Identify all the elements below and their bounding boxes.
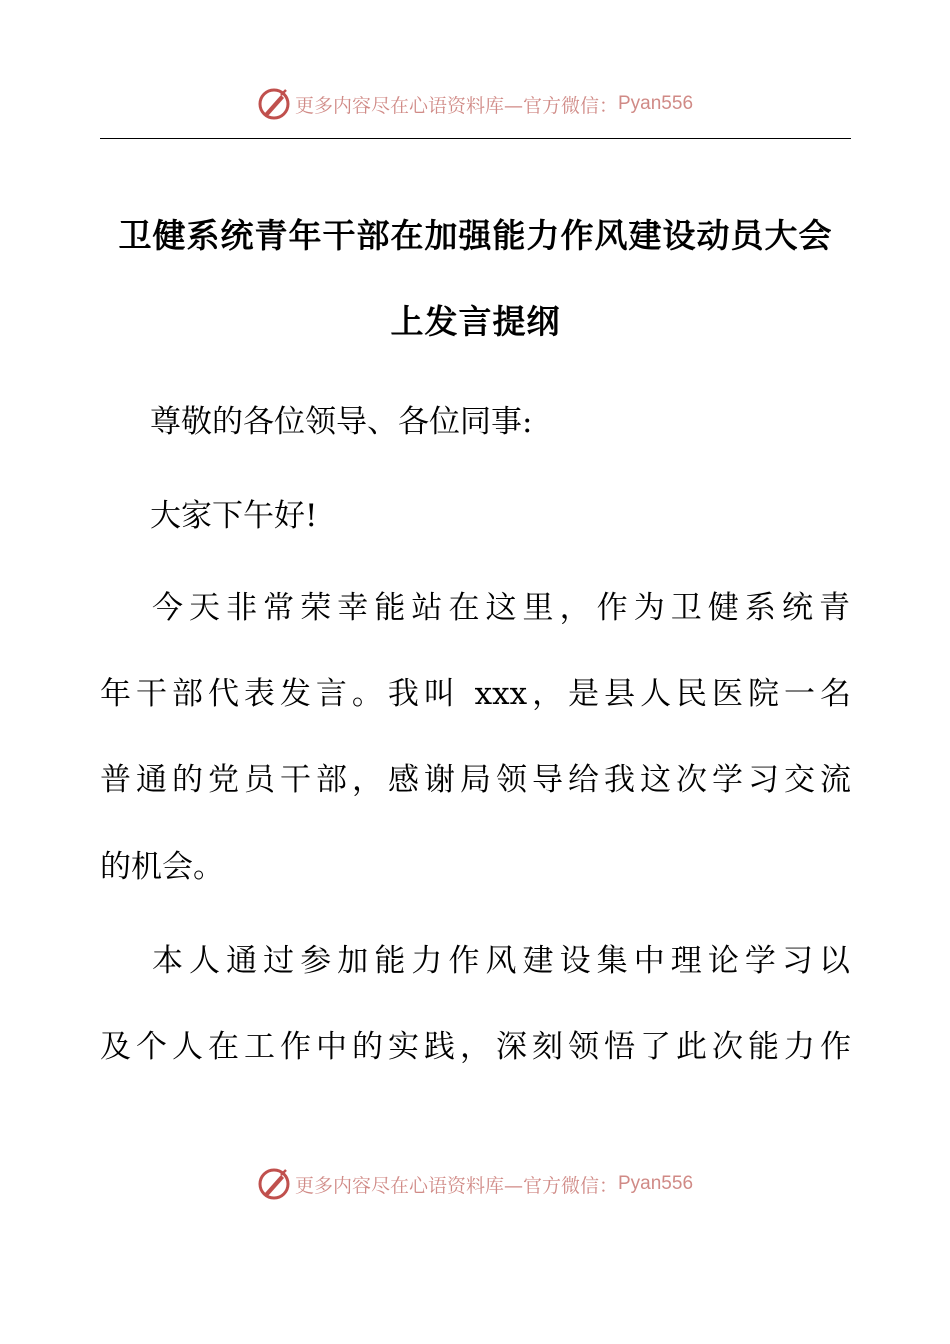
paragraph-1-line-1: 今天非常荣幸能站在这里，作为卫健系统青 — [152, 590, 850, 626]
watermark-wechat-id: Pyan556 — [618, 1173, 694, 1194]
document-title-line-2: 上发言提纲 — [390, 302, 561, 341]
watermark-wechat-id: Pyan556 — [618, 93, 694, 114]
watermark-text: 更多内容尽在心语资料库—官方微信： — [294, 94, 618, 117]
paragraph-1-line-3: 普通的党员干部，感谢局领导给我这次学习交流 — [100, 762, 851, 798]
paragraph-1-line-2: 年干部代表发言。我叫 xxx，是县人民医院一名 — [100, 676, 851, 712]
watermark-text: 更多内容尽在心语资料库—官方微信： — [294, 1174, 618, 1197]
paragraph-2-line-2: 及个人在工作中的实践，深刻领悟了此次能力作 — [100, 1029, 851, 1065]
document-title-line-1: 卫健系统青年干部在加强能力作风建设动员大会 — [118, 216, 833, 255]
paragraph-2-line-1: 本人通过参加能力作风建设集中理论学习以 — [152, 943, 850, 979]
quill-pen-icon — [257, 87, 291, 121]
header-divider — [100, 138, 851, 139]
quill-pen-icon — [257, 1167, 291, 1201]
salutation: 尊敬的各位领导、各位同事: — [150, 404, 533, 440]
paragraph-1-line-4: 的机会。 — [100, 849, 224, 885]
header-watermark — [0, 84, 950, 124]
greeting: 大家下午好! — [150, 498, 318, 534]
footer-watermark — [0, 1164, 950, 1204]
